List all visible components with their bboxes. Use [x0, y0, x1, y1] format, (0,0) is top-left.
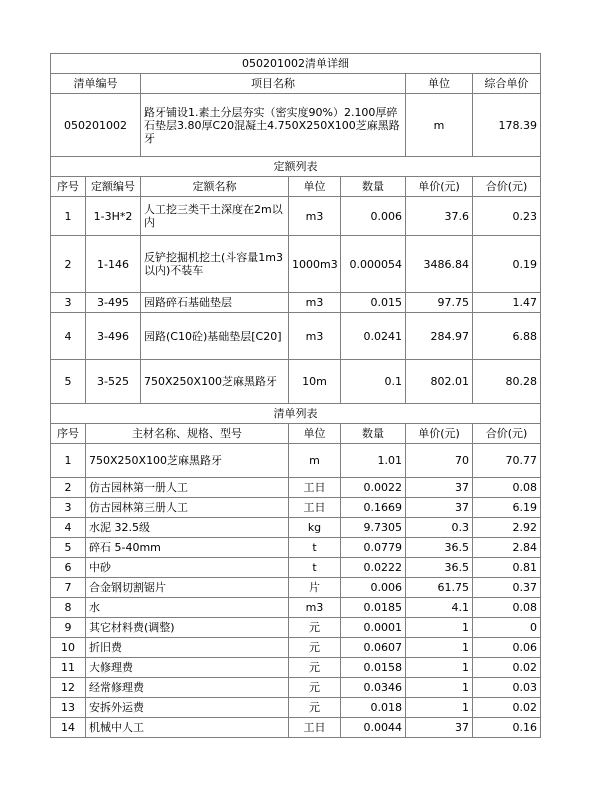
- bill-name-header: 项目名称: [141, 74, 406, 94]
- quota-code-header: 定额编号: [86, 177, 141, 197]
- material-seq: 6: [51, 558, 86, 578]
- material-unit: 片: [289, 578, 341, 598]
- quota-unit: 10m: [289, 360, 341, 404]
- material-unit: 元: [289, 658, 341, 678]
- material-unit: t: [289, 558, 341, 578]
- quota-qty: 0.0241: [341, 313, 406, 360]
- material-price: 37: [406, 498, 473, 518]
- material-seq: 5: [51, 538, 86, 558]
- quota-price: 284.97: [406, 313, 473, 360]
- quota-price: 97.75: [406, 293, 473, 313]
- quota-name: 园路碎石基础垫层: [141, 293, 289, 313]
- material-qty: 0.0779: [341, 538, 406, 558]
- material-name: 碎石 5-40mm: [86, 538, 289, 558]
- bill-unit-price: 178.39: [473, 94, 541, 157]
- material-seq: 2: [51, 478, 86, 498]
- quota-price-header: 单价(元): [406, 177, 473, 197]
- material-price: 70: [406, 444, 473, 478]
- material-qty: 0.018: [341, 698, 406, 718]
- material-price: 1: [406, 698, 473, 718]
- material-name: 仿古园林第一册人工: [86, 478, 289, 498]
- material-price: 1: [406, 658, 473, 678]
- material-name: 中砂: [86, 558, 289, 578]
- bill-name: 路牙铺设1.素土分层夯实（密实度90%）2.100厚碎石垫层3.80厚C20混凝土4.750X250X100芝麻黑路牙: [141, 94, 406, 157]
- quota-unit-header: 单位: [289, 177, 341, 197]
- material-qty: 0.0158: [341, 658, 406, 678]
- material-row: [51, 638, 541, 658]
- quota-row: [51, 293, 541, 313]
- quota-code: 3-495: [86, 293, 141, 313]
- material-name: 其它材料费(调整): [86, 618, 289, 638]
- material-total: 2.84: [473, 538, 541, 558]
- material-seq: 7: [51, 578, 86, 598]
- material-unit-header: 单位: [289, 424, 341, 444]
- material-unit: 工日: [289, 478, 341, 498]
- material-row: [51, 698, 541, 718]
- quota-seq: 5: [51, 360, 86, 404]
- material-name-header: 主材名称、规格、型号: [86, 424, 289, 444]
- material-seq: 12: [51, 678, 86, 698]
- material-qty-header: 数量: [341, 424, 406, 444]
- material-total: 0.37: [473, 578, 541, 598]
- quota-code: 3-525: [86, 360, 141, 404]
- title-row: [51, 54, 541, 74]
- material-total: 6.19: [473, 498, 541, 518]
- material-name: 合金钢切割锯片: [86, 578, 289, 598]
- material-total: 70.77: [473, 444, 541, 478]
- material-name: 安拆外运费: [86, 698, 289, 718]
- material-name: 机械中人工: [86, 718, 289, 738]
- material-qty: 0.0044: [341, 718, 406, 738]
- material-qty: 9.7305: [341, 518, 406, 538]
- material-qty: 0.0185: [341, 598, 406, 618]
- material-unit: 元: [289, 698, 341, 718]
- material-total: 2.92: [473, 518, 541, 538]
- material-name: 仿古园林第三册人工: [86, 498, 289, 518]
- quota-seq: 4: [51, 313, 86, 360]
- material-name: 水泥 32.5级: [86, 518, 289, 538]
- quota-price: 37.6: [406, 197, 473, 236]
- quota-price: 802.01: [406, 360, 473, 404]
- quota-row: [51, 360, 541, 404]
- material-qty: 0.0222: [341, 558, 406, 578]
- bill-detail-table: [50, 53, 541, 738]
- material-row: [51, 678, 541, 698]
- quota-code: 1-3H*2: [86, 197, 141, 236]
- quota-code: 3-496: [86, 313, 141, 360]
- material-seq: 4: [51, 518, 86, 538]
- quota-total: 0.19: [473, 236, 541, 293]
- material-name: 750X250X100芝麻黑路牙: [86, 444, 289, 478]
- material-row: [51, 578, 541, 598]
- material-qty: 0.006: [341, 578, 406, 598]
- material-price: 1: [406, 638, 473, 658]
- quota-seq: 2: [51, 236, 86, 293]
- quota-total: 1.47: [473, 293, 541, 313]
- material-unit: 元: [289, 678, 341, 698]
- material-price: 37: [406, 478, 473, 498]
- quota-qty: 0.015: [341, 293, 406, 313]
- material-total: 0.81: [473, 558, 541, 578]
- quota-name: 园路(C10砼)基础垫层[C20]: [141, 313, 289, 360]
- quota-total-header: 合价(元): [473, 177, 541, 197]
- material-total: 0.06: [473, 638, 541, 658]
- quota-row: [51, 313, 541, 360]
- quota-qty: 0.1: [341, 360, 406, 404]
- quota-qty: 0.000054: [341, 236, 406, 293]
- quota-section-row: [51, 157, 541, 177]
- material-row: [51, 518, 541, 538]
- bill-unit: m: [406, 94, 473, 157]
- bill-code: 050201002: [51, 94, 141, 157]
- material-qty: 0.0346: [341, 678, 406, 698]
- material-unit: t: [289, 538, 341, 558]
- material-header-row: [51, 424, 541, 444]
- material-row: [51, 598, 541, 618]
- quota-name: 750X250X100芝麻黑路牙: [141, 360, 289, 404]
- quota-unit: m3: [289, 313, 341, 360]
- material-unit: 工日: [289, 498, 341, 518]
- quota-total: 0.23: [473, 197, 541, 236]
- material-total: 0.08: [473, 478, 541, 498]
- quota-name-header: 定额名称: [141, 177, 289, 197]
- bill-unit-price-header: 综合单价: [473, 74, 541, 94]
- material-row: [51, 618, 541, 638]
- quota-qty: 0.006: [341, 197, 406, 236]
- material-total: 0.02: [473, 698, 541, 718]
- material-seq: 9: [51, 618, 86, 638]
- material-name: 大修理费: [86, 658, 289, 678]
- material-price: 61.75: [406, 578, 473, 598]
- quota-qty-header: 数量: [341, 177, 406, 197]
- material-unit: m3: [289, 598, 341, 618]
- quota-price: 3486.84: [406, 236, 473, 293]
- bill-unit-header: 单位: [406, 74, 473, 94]
- material-row: [51, 718, 541, 738]
- bill-code-header: 清单编号: [51, 74, 141, 94]
- material-seq: 1: [51, 444, 86, 478]
- material-seq: 10: [51, 638, 86, 658]
- quota-unit: m3: [289, 197, 341, 236]
- bill-header-row: [51, 74, 541, 94]
- material-qty: 0.0607: [341, 638, 406, 658]
- material-unit: 元: [289, 638, 341, 658]
- material-price: 4.1: [406, 598, 473, 618]
- quota-header-row: [51, 177, 541, 197]
- material-seq: 3: [51, 498, 86, 518]
- material-total: 0.16: [473, 718, 541, 738]
- material-total-header: 合价(元): [473, 424, 541, 444]
- material-total: 0.03: [473, 678, 541, 698]
- bill-row: [51, 94, 541, 157]
- quota-row: [51, 236, 541, 293]
- material-seq: 11: [51, 658, 86, 678]
- quota-section-title: 定额列表: [51, 157, 541, 177]
- quota-total: 6.88: [473, 313, 541, 360]
- material-row: [51, 538, 541, 558]
- quota-code: 1-146: [86, 236, 141, 293]
- material-price: 1: [406, 618, 473, 638]
- material-row: [51, 478, 541, 498]
- material-name: 经常修理费: [86, 678, 289, 698]
- quota-unit: m3: [289, 293, 341, 313]
- material-seq-header: 序号: [51, 424, 86, 444]
- quota-seq: 1: [51, 197, 86, 236]
- page-title: 050201002清单详细: [51, 54, 541, 74]
- material-total: 0: [473, 618, 541, 638]
- material-price: 1: [406, 678, 473, 698]
- quota-row: [51, 197, 541, 236]
- material-qty: 0.0001: [341, 618, 406, 638]
- material-price: 0.3: [406, 518, 473, 538]
- quota-name: 人工挖三类干土深度在2m以内: [141, 197, 289, 236]
- material-row: [51, 558, 541, 578]
- material-name: 折旧费: [86, 638, 289, 658]
- material-qty: 0.0022: [341, 478, 406, 498]
- quota-unit: 1000m3: [289, 236, 341, 293]
- material-row: [51, 658, 541, 678]
- material-price-header: 单价(元): [406, 424, 473, 444]
- material-unit: m: [289, 444, 341, 478]
- material-qty: 1.01: [341, 444, 406, 478]
- material-section-title: 清单列表: [51, 404, 541, 424]
- material-name: 水: [86, 598, 289, 618]
- material-row: [51, 498, 541, 518]
- material-unit: 元: [289, 618, 341, 638]
- material-seq: 14: [51, 718, 86, 738]
- quota-seq-header: 序号: [51, 177, 86, 197]
- material-price: 36.5: [406, 558, 473, 578]
- material-row: [51, 444, 541, 478]
- material-section-row: [51, 404, 541, 424]
- material-seq: 13: [51, 698, 86, 718]
- quota-total: 80.28: [473, 360, 541, 404]
- material-unit: 工日: [289, 718, 341, 738]
- material-total: 0.08: [473, 598, 541, 618]
- material-seq: 8: [51, 598, 86, 618]
- quota-seq: 3: [51, 293, 86, 313]
- quota-name: 反铲挖掘机挖土(斗容量1m3以内)不装车: [141, 236, 289, 293]
- material-price: 37: [406, 718, 473, 738]
- material-qty: 0.1669: [341, 498, 406, 518]
- material-unit: kg: [289, 518, 341, 538]
- material-total: 0.02: [473, 658, 541, 678]
- material-price: 36.5: [406, 538, 473, 558]
